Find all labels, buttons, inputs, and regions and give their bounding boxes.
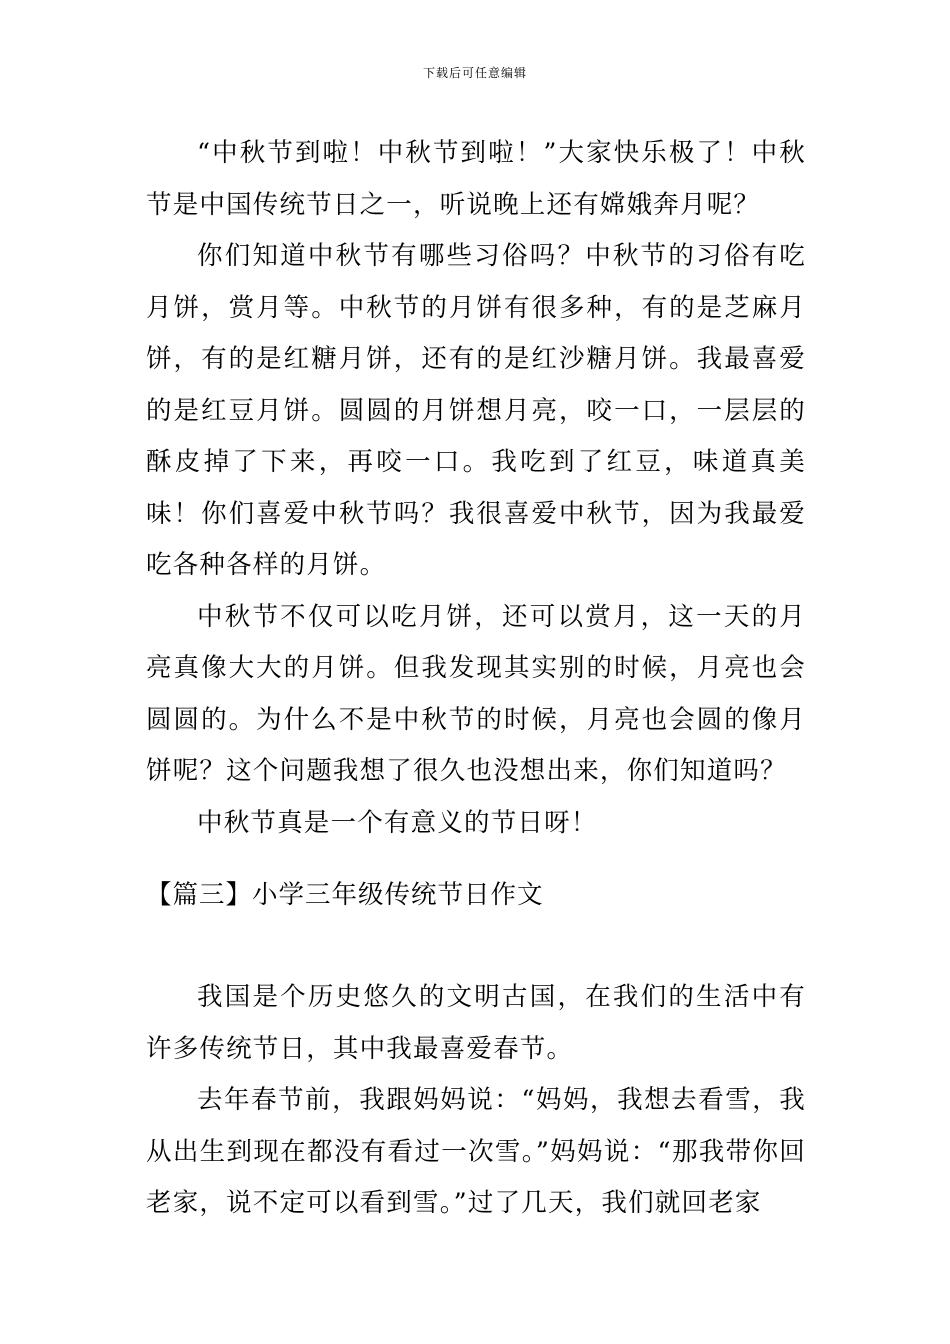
paragraph: 中秋节不仅可以吃月饼，还可以赏月，这一天的月亮真像大大的月饼。但我发现其实别的时候，月亮也会圆圆的。为什么不是中秋节的时候，月亮也会圆的像月饼呢？这个问题我想了很久也没想出来，你们知道吗？ bbox=[146, 601, 806, 786]
paragraph: 我国是个历史悠久的文明古国，在我们的生活中有许多传统节日，其中我最喜爱春节。 bbox=[146, 982, 806, 1064]
paragraph: “中秋节到啦！中秋节到啦！”大家快乐极了！中秋节是中国传统节日之一，听说晚上还有嫦娥奔月呢？ bbox=[146, 138, 806, 220]
header-note: 下载后可任意编辑 bbox=[422, 66, 527, 80]
essay-body-section-three bbox=[146, 972, 806, 1230]
paragraph: 去年春节前，我跟妈妈说：“妈妈，我想去看雪，我从出生到现在都没有看过一次雪。”妈妈说：“那我带你回老家，说不定可以看到雪。”过了几天，我们就回老家 bbox=[146, 1085, 806, 1218]
paragraph: 你们知道中秋节有哪些习俗吗？中秋节的习俗有吃月饼，赏月等。中秋节的月饼有很多种，有的是芝麻月饼，有的是红糖月饼，还有的是红沙糖月饼。我最喜爱的是红豆月饼。圆圆的月饼想月亮，咬一口，一层层的酥皮掉了下来，再咬一口。我吃到了红豆，味道真美味！你们喜爱中秋节吗？我很喜爱中秋节，因为我最爱吃各种各样的月饼。 bbox=[146, 241, 806, 580]
paragraph: 中秋节真是一个有意义的节日呀！ bbox=[197, 807, 598, 838]
section-title: 【篇三】小学三年级传统节日作文 bbox=[146, 880, 544, 910]
essay-body-section-two bbox=[146, 128, 806, 849]
